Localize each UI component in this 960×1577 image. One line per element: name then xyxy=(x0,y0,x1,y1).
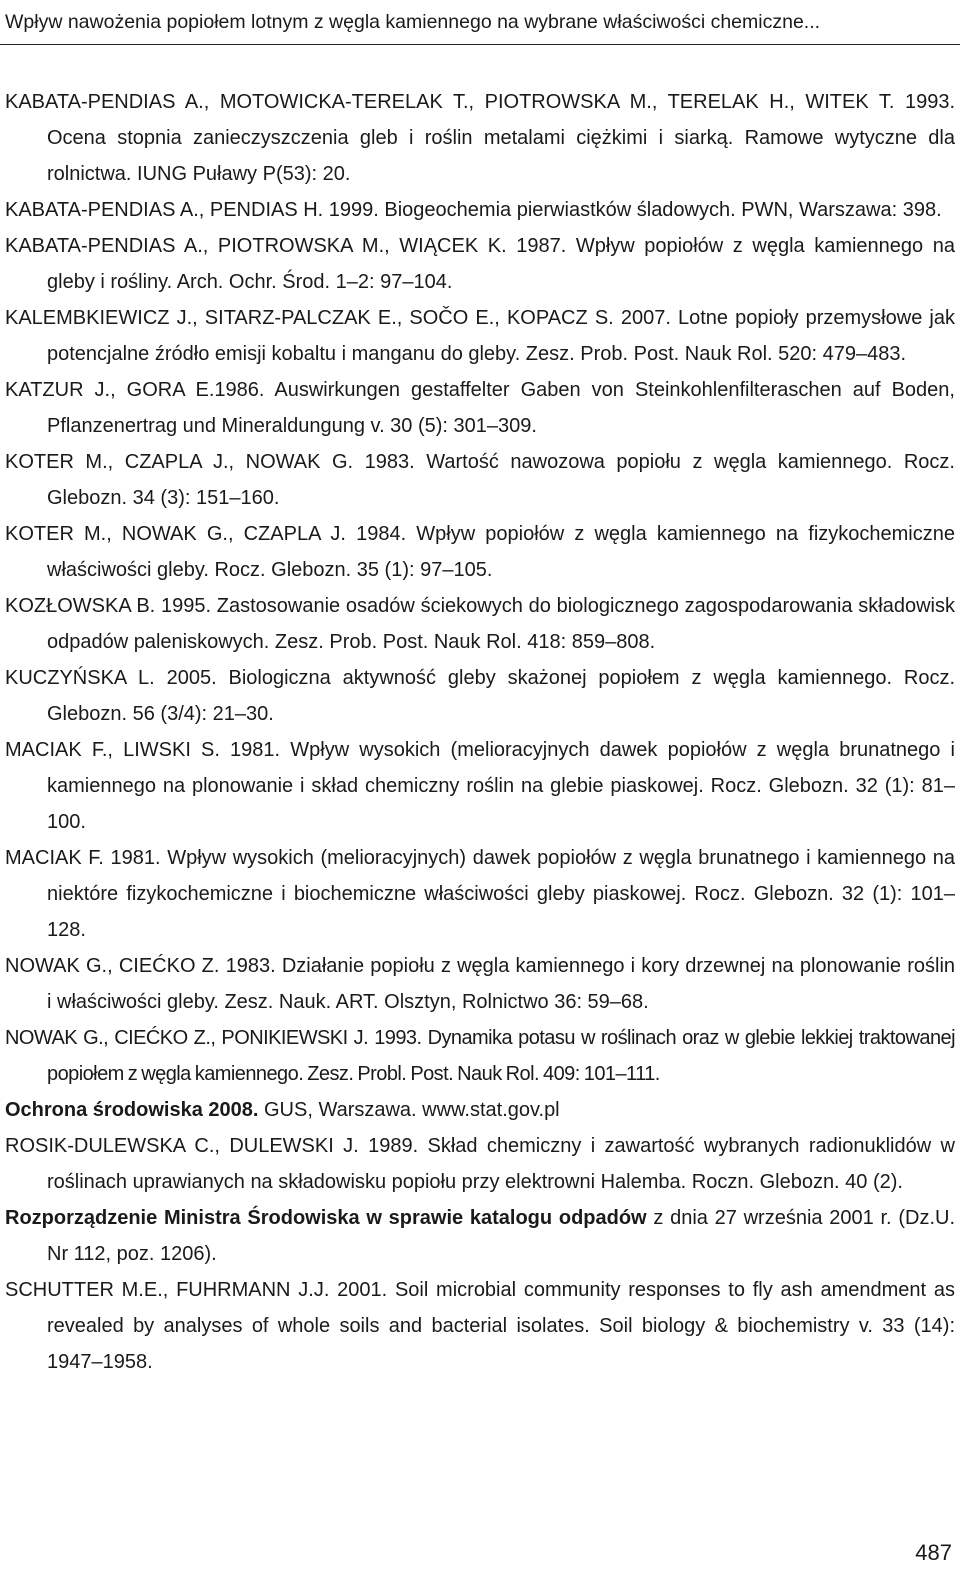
reference-item xyxy=(5,300,955,372)
reference-item xyxy=(5,444,955,516)
reference-item xyxy=(5,228,955,300)
reference-authors: NOWAK G., CIEĆKO Z., PONIKIEWSKI J. 1993. xyxy=(5,1027,422,1049)
reference-authors: KOTER M., CZAPLA J., NOWAK G. 1983. xyxy=(5,451,415,473)
reference-details: Wpływ wysokich (melioracyjnych) dawek popiołów z węgla brunatnego i kamiennego na niektóre fizykochemiczne i biochemiczne właściwości gleby piaskowej. Rocz. Glebozn. 32 (1): 101–128. xyxy=(47,847,955,941)
reference-item xyxy=(5,588,955,660)
reference-details: Działanie popiołu z węgla kamiennego i kory drzewnej na plonowanie roślin i właściwości gleby. Zesz. Nauk. ART. Olsztyn, Rolnictwo 36: 59–68. xyxy=(47,955,956,1013)
reference-details: Wpływ wysokich (melioracyjnych dawek popiołów z węgla brunatnego i kamiennego na plonowanie i skład chemiczny roślin na glebie piaskowej. Rocz. Glebozn. 32 (1): 81–100. xyxy=(47,739,955,833)
reference-authors: KUCZYŃSKA L. 2005. xyxy=(5,667,217,689)
reference-item xyxy=(5,1020,955,1092)
reference-authors: MACIAK F. 1981. xyxy=(5,847,161,869)
reference-item xyxy=(5,84,955,192)
reference-authors: MACIAK F., LIWSKI S. 1981. xyxy=(5,739,281,761)
header-divider xyxy=(0,44,960,45)
reference-authors: ROSIK-DULEWSKA C., DULEWSKI J. 1989. xyxy=(5,1135,419,1157)
reference-item xyxy=(5,1200,955,1272)
running-header: Wpływ nawożenia popiołem lotnym z węgla kamiennego na wybrane właściwości chemiczne... xyxy=(5,11,821,33)
reference-list xyxy=(5,84,955,1380)
reference-authors: KOTER M., NOWAK G., CZAPLA J. 1984. xyxy=(5,523,407,545)
reference-title-bold: Rozporządzenie Ministra Środowiska w sprawie katalogu odpadów xyxy=(5,1207,647,1229)
reference-details: Skład chemiczny i zawartość wybranych radionuklidów w roślinach uprawianych na składowisku popiołu przy elektrowni Halemba. Roczn. Glebozn. 40 (2). xyxy=(47,1135,955,1193)
reference-details: GUS, Warszawa. www.stat.gov.pl xyxy=(258,1099,560,1121)
reference-authors: NOWAK G., CIEĆKO Z. 1983. xyxy=(5,955,276,977)
reference-details: z dnia 27 września 2001 r. (Dz.U. Nr 112, poz. 1206). xyxy=(47,1207,955,1265)
reference-details: Soil microbial community responses to fly ash amendment as revealed by analyses of whole soils and bacterial isolates. Soil biology & biochemistry v. 33 (14): 1947–1958. xyxy=(47,1279,955,1373)
reference-details: Dynamika potasu w roślinach oraz w glebie lekkiej traktowanej popiołem z węgla kamiennego. Zesz. Probl. Post. Nauk Rol. 409: 101–111. xyxy=(47,1027,955,1085)
reference-authors: KATZUR J., GORA E.1986. xyxy=(5,379,265,401)
reference-details: Lotne popioły przemysłowe jak potencjalne źródło emisji kobaltu i manganu do gleby. Zesz. Prob. Post. Nauk Rol. 520: 479–483. xyxy=(47,307,955,365)
reference-item xyxy=(5,516,955,588)
reference-authors: KABATA-PENDIAS A., PENDIAS H. 1999. xyxy=(5,199,379,221)
reference-title-bold: Ochrona środowiska 2008. xyxy=(5,1099,259,1121)
reference-item xyxy=(5,840,955,948)
reference-details: Wpływ popiołów z węgla kamiennego na gleby i rośliny. Arch. Ochr. Środ. 1–2: 97–104. xyxy=(47,235,955,293)
reference-details: Auswirkungen gestaffelter Gaben von Steinkohlenfilteraschen auf Boden, Pflanzenertrag und Mineraldungung v. 30 (5): 301–309. xyxy=(47,379,955,437)
reference-item xyxy=(5,192,955,228)
reference-authors: KABATA-PENDIAS A., PIOTROWSKA M., WIĄCEK K. 1987. xyxy=(5,235,567,257)
reference-authors: KABATA-PENDIAS A., MOTOWICKA-TERELAK T., PIOTROWSKA M., TERELAK H., WITEK T. 1993. xyxy=(5,91,955,113)
reference-details: Wpływ popiołów z węgla kamiennego na fizykochemiczne właściwości gleby. Rocz. Glebozn. 35 (1): 97–105. xyxy=(47,523,955,581)
reference-authors: KALEMBKIEWICZ J., SITARZ-PALCZAK E., SOČO E., KOPACZ S. 2007. xyxy=(5,307,671,329)
reference-item xyxy=(5,1092,955,1128)
reference-details: Biogeochemia pierwiastków śladowych. PWN, Warszawa: 398. xyxy=(378,199,942,221)
reference-details: Biologiczna aktywność gleby skażonej popiołem z węgla kamiennego. Rocz. Glebozn. 56 (3/4): 21–30. xyxy=(47,667,956,725)
reference-item xyxy=(5,1272,955,1380)
reference-authors: KOZŁOWSKA B. 1995. xyxy=(5,595,212,617)
reference-details: Ocena stopnia zanieczyszczenia gleb i roślin metalami ciężkimi i siarką. Ramowe wytyczne dla rolnictwa. IUNG Puławy P(53): 20. xyxy=(47,127,955,185)
reference-item xyxy=(5,948,955,1020)
reference-item xyxy=(5,372,955,444)
reference-item xyxy=(5,732,955,840)
reference-item xyxy=(5,660,955,732)
page-number: 487 xyxy=(915,1540,952,1565)
reference-authors: SCHUTTER M.E., FUHRMANN J.J. 2001. xyxy=(5,1279,388,1301)
reference-details: Zastosowanie osadów ściekowych do biologicznego zagospodarowania składowisk odpadów paleniskowych. Zesz. Prob. Post. Nauk Rol. 418: 859–808. xyxy=(47,595,955,653)
reference-details: Wartość nawozowa popiołu z węgla kamiennego. Rocz. Glebozn. 34 (3): 151–160. xyxy=(47,451,955,509)
reference-item xyxy=(5,1128,955,1200)
